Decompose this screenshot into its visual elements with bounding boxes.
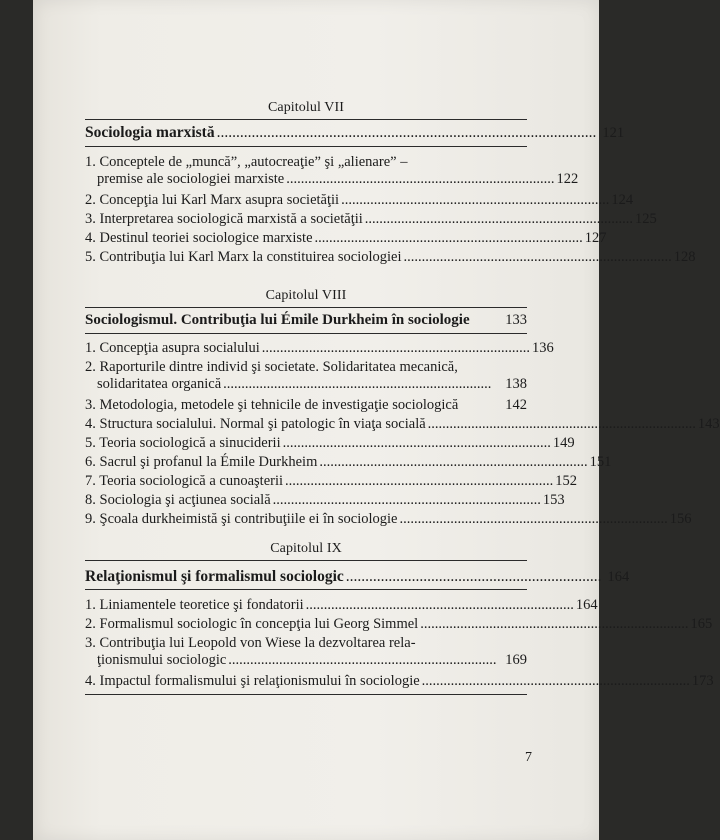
chapter-heading: Capitolul VIII bbox=[265, 288, 347, 303]
toc-entry bbox=[85, 616, 713, 633]
leader-dots: .......................................................................... bbox=[282, 435, 551, 451]
toc-entry bbox=[85, 192, 634, 209]
toc-entry bbox=[85, 473, 578, 490]
entry-page: 128 bbox=[673, 249, 696, 265]
entry-text: 5. Teoria sociologică a sinuciderii bbox=[85, 435, 281, 451]
leader-dots: .................................................................. bbox=[345, 568, 602, 585]
toc-entry bbox=[85, 154, 579, 188]
entry-text: 1. Liniamentele teoretice şi fondatorii bbox=[85, 597, 304, 613]
entry-text: 7. Teoria sociologică a cunoaşterii bbox=[85, 473, 284, 489]
divider bbox=[85, 560, 527, 561]
entry-page: 164 bbox=[575, 597, 598, 613]
leader-dots: .......................................................................... bbox=[272, 492, 541, 508]
divider bbox=[85, 119, 527, 120]
entry-page: 153 bbox=[542, 492, 565, 508]
entry-text: 6. Sacrul şi profanul la Émile Durkheim bbox=[85, 454, 318, 470]
leader-dots: .......................................................................... bbox=[403, 249, 672, 265]
leader-dots: .......................................................................... bbox=[420, 616, 689, 632]
entry-text: 3. Contribuţia lui Leopold von Wiese la dezvoltarea rela- bbox=[85, 635, 416, 651]
divider bbox=[85, 146, 527, 147]
toc-entry bbox=[85, 249, 696, 266]
toc-entry bbox=[85, 492, 565, 509]
entry-text: 8. Sociologia şi acţiunea socială bbox=[85, 492, 271, 508]
leader-dots: .......................................................................... bbox=[285, 473, 554, 489]
chapter-title: Relaţionismul şi formalismul sociologic bbox=[85, 568, 344, 585]
entry-page: 127 bbox=[584, 230, 607, 246]
entry-text: 1. Conceptele de „muncă”, „autocreaţie” şi „alienare” – bbox=[85, 154, 408, 170]
book-page bbox=[33, 0, 720, 840]
leader-dots: .......................................................................... bbox=[364, 211, 634, 227]
entry-page: 169 bbox=[505, 652, 527, 668]
leader-dots: .......................................................................... bbox=[427, 416, 696, 432]
entry-text: 2. Formalismul sociologic în concepţia lui Georg Simmel bbox=[85, 616, 419, 632]
entry-page: 151 bbox=[589, 454, 612, 470]
leader-dots: .................................................................................................. bbox=[216, 124, 597, 141]
page-number: 7 bbox=[525, 750, 532, 765]
entry-page: 165 bbox=[690, 616, 713, 632]
entry-text: premise ale sociologiei marxiste bbox=[97, 171, 285, 187]
entry-page: 143 bbox=[697, 416, 720, 432]
leader-dots: .......................................................................... bbox=[305, 597, 574, 613]
chapter-heading: Capitolul IX bbox=[270, 541, 342, 556]
toc-entry bbox=[85, 597, 598, 614]
entry-page: 125 bbox=[635, 211, 657, 227]
leader-dots: .......................................................................... bbox=[399, 511, 668, 527]
entry-text: 4. Destinul teoriei sociologice marxiste bbox=[85, 230, 313, 246]
chapter-page: 164 bbox=[607, 569, 630, 585]
leader-dots: .......................................................................... bbox=[223, 376, 492, 392]
chapter-page: 121 bbox=[602, 125, 625, 141]
leader-dots: .......................................................................... bbox=[228, 652, 497, 668]
entry-text: 4. Impactul formalismului şi relaţionismului în sociologie bbox=[85, 673, 420, 689]
leader-dots: .......................................................................... bbox=[261, 340, 531, 356]
entry-text: solidaritatea organică bbox=[97, 376, 222, 392]
divider bbox=[85, 307, 527, 308]
divider bbox=[85, 694, 527, 695]
toc-entry bbox=[85, 397, 527, 414]
leader-dots: .......................................................................... bbox=[314, 230, 583, 246]
chapter-page: 133 bbox=[505, 312, 527, 328]
entry-text: 9. Şcoala durkheimistă şi contribuţiile ei în sociologie bbox=[85, 511, 398, 527]
entry-page: 136 bbox=[532, 340, 554, 356]
leader-dots: .......................................................................... bbox=[319, 454, 588, 470]
leader-dots: .......................................................................... bbox=[286, 171, 555, 187]
entry-text: 3. Metodologia, metodele şi tehnicile de investigaţie sociologică bbox=[85, 397, 459, 413]
entry-text: 4. Structura socialului. Normal şi patologic în viaţa socială bbox=[85, 416, 426, 432]
chapter-title: Sociologia marxistă bbox=[85, 124, 215, 141]
toc-entry bbox=[85, 230, 607, 247]
entry-text: 3. Interpretarea sociologică marxistă a societăţii bbox=[85, 211, 363, 227]
toc-entry bbox=[85, 635, 527, 669]
chapter-heading: Capitolul VII bbox=[267, 100, 345, 115]
chapter-title-row bbox=[85, 124, 625, 142]
toc-entry bbox=[85, 454, 612, 471]
toc-entry bbox=[85, 673, 714, 690]
entry-page: 124 bbox=[611, 192, 634, 208]
toc-entry bbox=[85, 359, 527, 393]
toc-entry bbox=[85, 340, 554, 357]
leader-dots: .......................................................................... bbox=[341, 192, 610, 208]
toc-entry bbox=[85, 435, 575, 452]
toc-entry bbox=[85, 416, 720, 433]
entry-text: 2. Raporturile dintre individ şi societate. Solidaritatea mecanică, bbox=[85, 359, 458, 375]
entry-text: 1. Concepţia asupra socialului bbox=[85, 340, 260, 356]
entry-text: ţionismului sociologic bbox=[97, 652, 227, 668]
entry-page: 138 bbox=[505, 376, 527, 392]
chapter-title-row bbox=[85, 312, 527, 329]
entry-page: 173 bbox=[691, 673, 714, 689]
leader-dots: .......................................................................... bbox=[421, 673, 690, 689]
entry-page: 122 bbox=[556, 171, 579, 187]
chapter-title: Sociologismul. Contribuţia lui Émile Durkheim în sociologie bbox=[85, 312, 470, 328]
divider bbox=[85, 333, 527, 334]
entry-row bbox=[85, 171, 579, 188]
entry-text: 2. Concepţia lui Karl Marx asupra societăţii bbox=[85, 192, 340, 208]
entry-page: 152 bbox=[555, 473, 578, 489]
chapter-title-row bbox=[85, 568, 630, 586]
toc-entry bbox=[85, 211, 657, 228]
divider bbox=[85, 589, 527, 590]
entry-page: 156 bbox=[669, 511, 692, 527]
toc-entry bbox=[85, 511, 692, 528]
entry-page: 142 bbox=[505, 397, 527, 413]
entry-text: 5. Contribuţia lui Karl Marx la constituirea sociologiei bbox=[85, 249, 402, 265]
entry-page: 149 bbox=[552, 435, 575, 451]
